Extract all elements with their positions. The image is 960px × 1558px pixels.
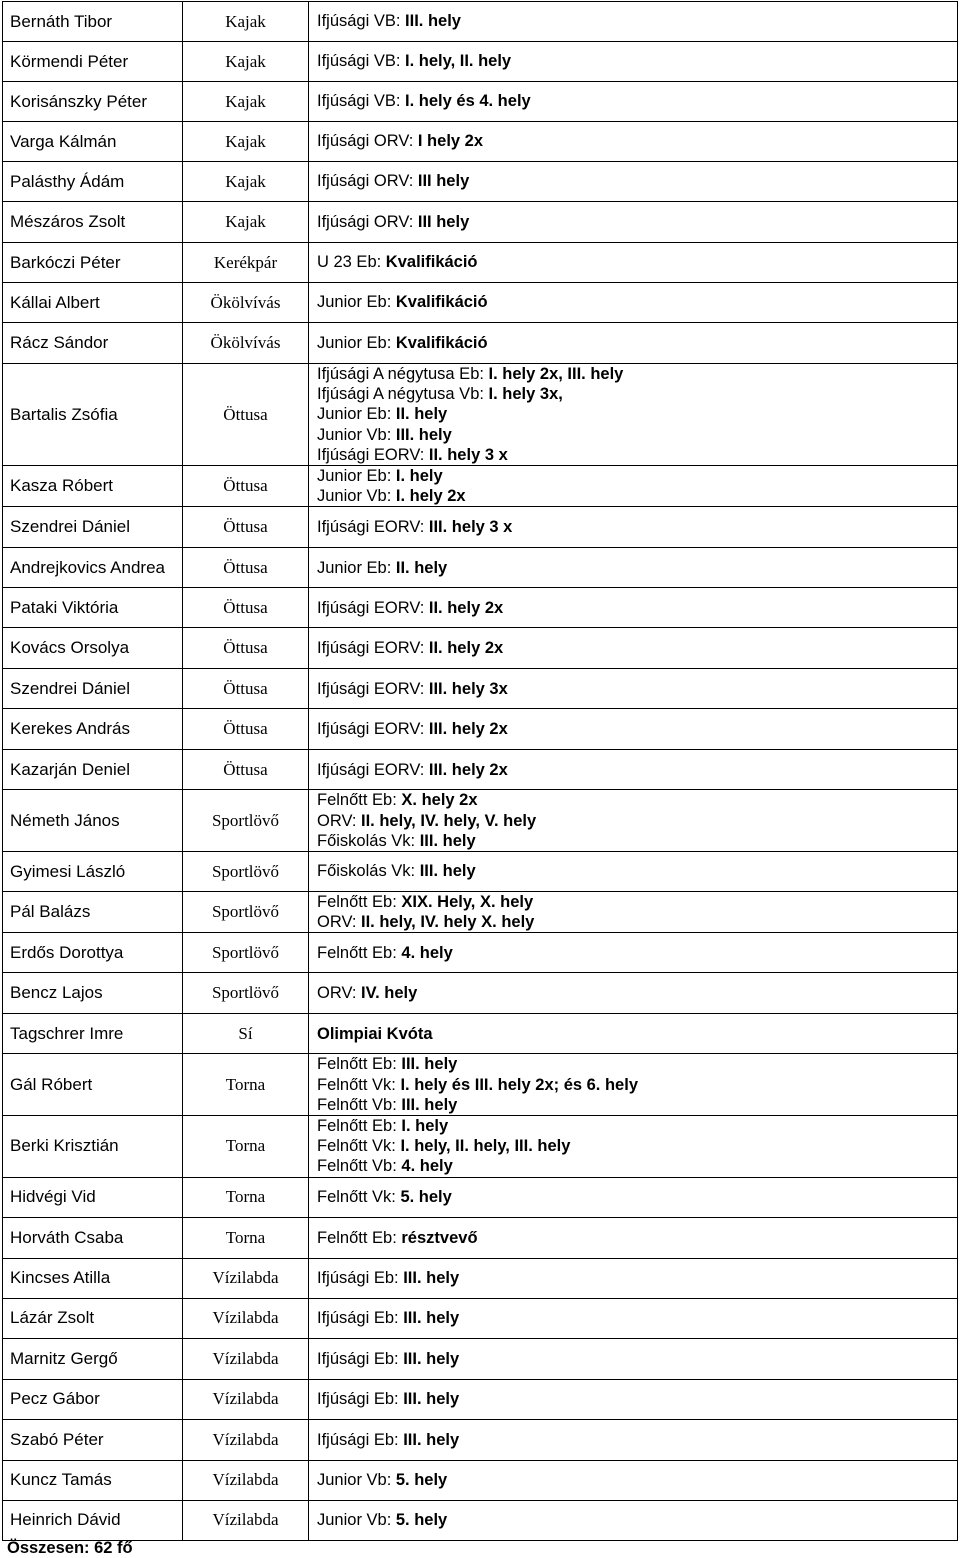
sport-name: Kajak [183,122,309,162]
table-row [3,283,958,323]
result-event: Ifjúsági Eb: [317,1390,404,1409]
result-placement: I. hely [401,1117,449,1136]
table-row [3,1014,958,1054]
athlete-name: Kerekes András [3,709,183,750]
table-row [3,1460,958,1500]
sport-name: Torna [183,1217,309,1258]
sport-name: Öttusa [183,548,309,588]
result-line [317,1024,957,1044]
table-row [3,1338,958,1379]
sport-name: Sportlövő [183,790,309,852]
athlete-name: Szabó Péter [3,1419,183,1460]
result-line [317,861,957,881]
result-event: Ifjúsági VB: [317,52,406,71]
sport-name: Torna [183,1177,309,1217]
athlete-name: Szendrei Dániel [3,507,183,548]
result-line [317,983,957,1003]
result-event: Ifjúsági EORV: [317,518,429,537]
athlete-name: Szendrei Dániel [3,669,183,709]
table-row [3,548,958,588]
sport-name: Kajak [183,42,309,82]
result-placement: 4. hely [401,1157,453,1176]
sport-name: Torna [183,1116,309,1178]
sport-name: Vízilabda [183,1258,309,1298]
result-line [317,558,957,578]
result-event: Felnőtt Eb: [317,1117,402,1136]
sport-name: Vízilabda [183,1338,309,1379]
result-placement: I. hely, II. hely, III. hely [400,1137,571,1156]
athlete-name: Mészáros Zsolt [3,202,183,243]
result-line [317,466,957,486]
result-placement: Olimpiai Kvóta [317,1024,433,1043]
result-line [317,171,957,191]
result-placement: III. hely [419,831,476,850]
result-placement: III. hely 3x [428,679,508,698]
result-cell [309,1177,958,1217]
athlete-name: Lázár Zsolt [3,1298,183,1338]
result-placement: II. hely 2x [428,639,504,658]
result-event: Főiskolás Vk: [317,831,420,850]
athlete-name: Barkóczi Péter [3,243,183,283]
athlete-name: Kovács Orsolya [3,628,183,669]
table-row [3,82,958,122]
athlete-name: Hidvégi Vid [3,1177,183,1217]
result-cell [309,202,958,243]
athlete-name: Körmendi Péter [3,42,183,82]
table-row [3,202,958,243]
result-event: Felnőtt Vb: [317,1157,402,1176]
sport-name: Öttusa [183,466,309,507]
result-cell [309,588,958,628]
result-cell [309,364,958,466]
result-cell [309,323,958,364]
result-placement: II. hely 2x [428,598,504,617]
result-line [317,1308,957,1328]
table-row [3,122,958,162]
result-line [317,11,957,31]
result-event: Ifjúsági A négytusa Eb: [317,365,489,383]
result-cell [309,82,958,122]
result-line [317,831,957,851]
result-line [317,1054,957,1074]
athlete-results-sheet [2,1,957,1541]
result-placement: III. hely [403,1390,460,1409]
result-cell [309,1258,958,1298]
result-cell [309,1379,958,1419]
result-placement: II. hely [395,405,448,424]
result-event: ORV: [317,811,362,830]
result-placement: I. hely [395,467,443,486]
result-placement: I. hely és III. hely 2x; és 6. hely [400,1075,638,1094]
result-event: Ifjúsági EORV: [317,445,429,464]
athlete-name: Pál Balázs [3,892,183,933]
result-line [317,131,957,151]
athlete-name: Kincses Atilla [3,1258,183,1298]
result-line [317,811,957,831]
result-line [317,252,957,272]
result-line [317,384,957,404]
sport-name: Öttusa [183,750,309,790]
result-cell [309,750,958,790]
result-event: Főiskolás Vk: [317,862,420,881]
result-line [317,1470,957,1490]
result-cell [309,243,958,283]
result-line [317,1430,957,1450]
result-placement: Kvalifikáció [395,333,488,352]
athlete-name: Gyimesi László [3,852,183,892]
result-placement: II. hely, IV. hely, V. hely [361,811,537,830]
athlete-name: Kasza Róbert [3,466,183,507]
table-row [3,2,958,42]
result-event: Felnőtt Eb: [317,1228,402,1247]
result-line [317,638,957,658]
result-cell [309,790,958,852]
result-line [317,212,957,232]
result-event: Ifjúsági Eb: [317,1309,404,1328]
sport-name: Sportlövő [183,973,309,1014]
result-placement: II. hely [395,558,448,577]
result-event: Ifjúsági ORV: [317,212,418,231]
sport-name: Kajak [183,202,309,243]
sport-name: Öttusa [183,364,309,466]
result-placement: 5. hely [395,1471,448,1490]
result-line [317,425,957,445]
result-event: Junior Eb: [317,405,396,424]
result-event: ORV: [317,913,362,932]
sport-name: Sí [183,1014,309,1054]
result-placement: III. hely [419,862,476,881]
result-cell [309,973,958,1014]
result-line [317,1349,957,1369]
athlete-name: Heinrich Dávid [3,1500,183,1540]
result-line [317,1116,957,1136]
athlete-name: Németh János [3,790,183,852]
result-cell [309,892,958,933]
table-row [3,1116,958,1178]
result-event: Junior Vb: [317,1511,396,1530]
result-placement: Kvalifikáció [385,253,478,272]
result-placement: XIX. Hely, X. hely [401,893,534,912]
result-placement: III. hely [401,1055,458,1074]
result-event: Junior Eb: [317,558,396,577]
result-placement: III. hely [403,1269,460,1288]
result-placement: III. hely 2x [428,760,508,779]
result-line [317,1136,957,1156]
result-line [317,912,957,932]
table-row [3,588,958,628]
result-cell [309,507,958,548]
athlete-name: Horváth Csaba [3,1217,183,1258]
athlete-name: Kazarján Deniel [3,750,183,790]
result-event: Ifjúsági Eb: [317,1349,404,1368]
table-row [3,162,958,202]
result-line [317,1187,957,1207]
athlete-name: Rácz Sándor [3,323,183,364]
result-placement: III. hely [405,12,461,31]
result-event: Ifjúsági VB: [317,12,406,31]
table-row [3,628,958,669]
result-placement: III. hely [401,1095,458,1114]
athlete-name: Kuncz Tamás [3,1460,183,1500]
result-event: ORV: [317,984,362,1003]
result-event: Felnőtt Eb: [317,1055,402,1074]
result-line [317,719,957,739]
result-line [317,679,957,699]
result-placement: résztvevő [401,1228,478,1247]
sport-name: Kerékpár [183,243,309,283]
result-event: Junior Eb: [317,467,396,486]
table-row [3,1298,958,1338]
table-row [3,1258,958,1298]
sport-name: Ökölvívás [183,283,309,323]
result-event: Ifjúsági Eb: [317,1430,404,1449]
athlete-name: Pecz Gábor [3,1379,183,1419]
athlete-name: Berki Krisztián [3,1116,183,1178]
result-placement: III hely [417,172,470,191]
table-row [3,892,958,933]
result-placement: Kvalifikáció [395,293,488,312]
result-line [317,760,957,780]
result-cell [309,1338,958,1379]
sport-name: Öttusa [183,628,309,669]
result-cell [309,852,958,892]
result-cell [309,162,958,202]
sport-name: Vízilabda [183,1419,309,1460]
table-row [3,750,958,790]
result-line [317,1095,957,1115]
athlete-name: Korisánszky Péter [3,82,183,122]
result-line [317,790,957,810]
result-cell [309,1460,958,1500]
result-cell [309,628,958,669]
sport-name: Vízilabda [183,1460,309,1500]
sport-name: Öttusa [183,507,309,548]
result-placement: 4. hely [401,943,453,962]
sport-name: Öttusa [183,669,309,709]
result-event: Ifjúsági EORV: [317,760,429,779]
table-row [3,1419,958,1460]
result-cell [309,669,958,709]
table-row [3,790,958,852]
result-placement: II. hely 3 x [428,445,508,464]
result-placement: III. hely [403,1309,460,1328]
result-event: Felnőtt Vk: [317,1137,401,1156]
result-event: Junior Eb: [317,293,396,312]
athlete-name: Bernáth Tibor [3,2,183,42]
sport-name: Kajak [183,162,309,202]
result-cell [309,1419,958,1460]
result-event: Junior Vb: [317,1471,396,1490]
result-event: Felnőtt Vk: [317,1188,401,1207]
result-event: Felnőtt Eb: [317,791,402,810]
table-row [3,243,958,283]
table-row [3,852,958,892]
result-cell [309,709,958,750]
sport-name: Sportlövő [183,892,309,933]
result-placement: III. hely [403,1430,460,1449]
result-event: Felnőtt Eb: [317,893,402,912]
result-placement: I. hely 2x [395,487,466,506]
result-placement: III. hely [403,1349,460,1368]
result-event: Felnőtt Vk: [317,1075,401,1094]
result-line [317,1075,957,1095]
table-row [3,973,958,1014]
athlete-name: Varga Kálmán [3,122,183,162]
result-event: Ifjúsági EORV: [317,639,429,658]
result-event: Ifjúsági VB: [317,92,406,111]
sport-name: Vízilabda [183,1298,309,1338]
result-line [317,517,957,537]
result-line [317,333,957,353]
sport-name: Ökölvívás [183,323,309,364]
result-cell [309,1116,958,1178]
result-cell [309,2,958,42]
result-cell [309,1054,958,1116]
athlete-name: Bencz Lajos [3,973,183,1014]
result-placement: I. hely, II. hely [405,52,512,71]
result-cell [309,1014,958,1054]
table-body [3,2,958,1541]
table-row [3,709,958,750]
result-line [317,1268,957,1288]
table-row [3,42,958,82]
sport-name: Öttusa [183,709,309,750]
athlete-name: Kállai Albert [3,283,183,323]
table-row [3,1379,958,1419]
result-line [317,1156,957,1176]
result-placement: I. hely és 4. hely [405,92,531,111]
athlete-name: Tagschrer Imre [3,1014,183,1054]
result-event: Ifjúsági ORV: [317,172,418,191]
result-line [317,1389,957,1409]
athlete-name: Bartalis Zsófia [3,364,183,466]
result-cell [309,1500,958,1540]
result-placement: X. hely 2x [401,791,478,810]
table-row [3,1177,958,1217]
result-event: U 23 Eb: [317,253,386,272]
result-placement: I. hely 2x, III. hely [488,365,624,383]
result-placement: 5. hely [400,1188,452,1207]
result-line [317,892,957,912]
result-line [317,51,957,71]
result-cell [309,466,958,507]
sport-name: Kajak [183,2,309,42]
result-line [317,404,957,424]
table-row [3,466,958,507]
sport-name: Sportlövő [183,933,309,973]
table-row [3,323,958,364]
athlete-name: Erdős Dorottya [3,933,183,973]
result-placement: III. hely 2x [428,720,508,739]
table-row [3,364,958,466]
table-row [3,669,958,709]
result-cell [309,283,958,323]
result-line [317,292,957,312]
result-line [317,486,957,506]
result-placement: III. hely 3 x [428,518,513,537]
result-event: Ifjúsági EORV: [317,679,429,698]
result-event: Ifjúsági Eb: [317,1269,404,1288]
result-event: Junior Eb: [317,333,396,352]
sport-name: Torna [183,1054,309,1116]
result-cell [309,1298,958,1338]
sport-name: Sportlövő [183,852,309,892]
result-placement: III. hely [395,425,452,444]
result-line [317,445,957,465]
result-event: Ifjúsági ORV: [317,132,418,151]
athlete-name: Marnitz Gergő [3,1338,183,1379]
table-row [3,1217,958,1258]
result-cell [309,933,958,973]
result-placement: III hely [417,212,470,231]
result-placement: I. hely 3x, [488,385,563,404]
result-event: Ifjúsági EORV: [317,720,429,739]
result-event: Junior Vb: [317,425,396,444]
sport-name: Vízilabda [183,1379,309,1419]
result-cell [309,548,958,588]
result-placement: I hely 2x [417,132,484,151]
sport-name: Vízilabda [183,1500,309,1540]
result-event: Junior Vb: [317,487,396,506]
table-row [3,933,958,973]
table-row [3,507,958,548]
result-event: Ifjúsági EORV: [317,598,429,617]
sport-name: Öttusa [183,588,309,628]
result-cell [309,122,958,162]
result-cell [309,1217,958,1258]
athlete-name: Palásthy Ádám [3,162,183,202]
result-line [317,364,957,384]
result-line [317,943,957,963]
result-event: Ifjúsági A négytusa Vb: [317,385,489,404]
result-placement: II. hely, IV. hely X. hely [361,913,535,932]
result-line [317,91,957,111]
total-count: Összesen: 62 fő [7,1539,133,1557]
result-placement: IV. hely [361,984,418,1003]
athlete-results-table [2,1,958,1541]
athlete-name: Gál Róbert [3,1054,183,1116]
result-cell [309,42,958,82]
athlete-name: Andrejkovics Andrea [3,548,183,588]
result-event: Felnőtt Vb: [317,1095,402,1114]
table-row [3,1500,958,1540]
sport-name: Kajak [183,82,309,122]
athlete-name: Pataki Viktória [3,588,183,628]
result-event: Felnőtt Eb: [317,943,402,962]
result-line [317,1228,957,1248]
result-line [317,1510,957,1530]
result-placement: 5. hely [395,1511,448,1530]
table-row [3,1054,958,1116]
result-line [317,598,957,618]
